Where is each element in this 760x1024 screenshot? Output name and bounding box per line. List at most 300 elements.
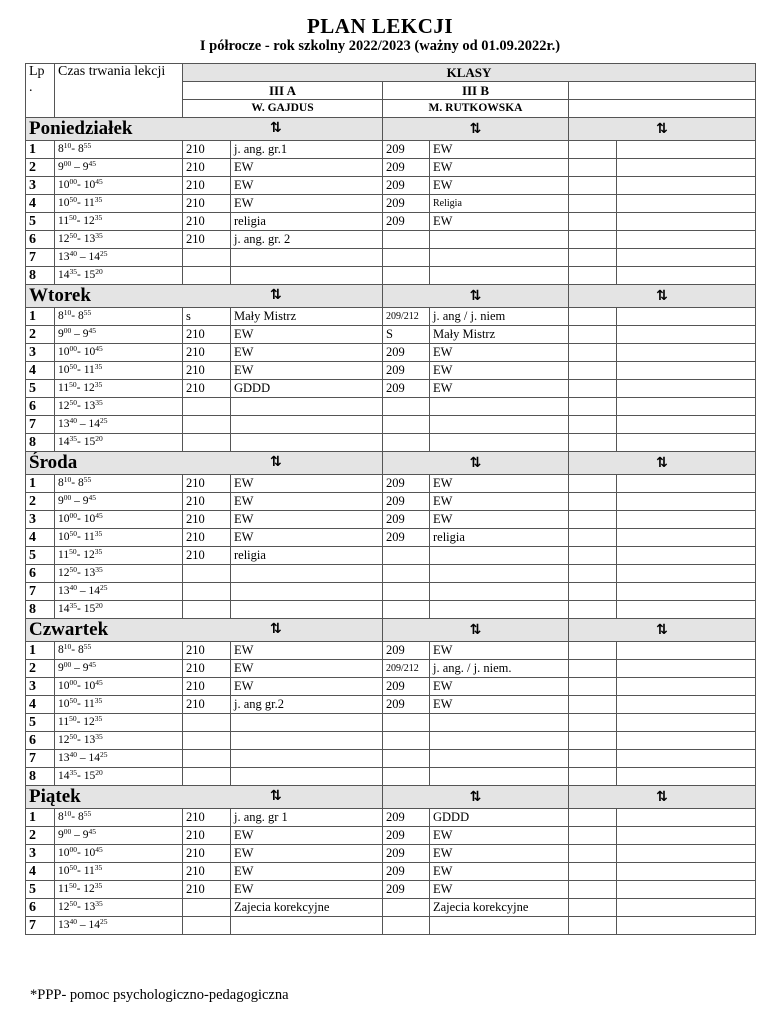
table-row bbox=[26, 267, 756, 285]
room-3a: 210 bbox=[183, 881, 231, 899]
room-3a bbox=[183, 398, 231, 416]
teacher-3a: W. GAJDUS bbox=[183, 100, 383, 118]
day-header-row bbox=[26, 619, 756, 642]
subject-3a: j. ang gr.2 bbox=[231, 696, 383, 714]
room-3a: 210 bbox=[183, 511, 231, 529]
lesson-time: $12^{50}-$ $13^{35}$ bbox=[55, 899, 183, 917]
room-empty bbox=[569, 249, 617, 267]
subject-3b: EW bbox=[430, 863, 569, 881]
subject-empty bbox=[617, 696, 756, 714]
subject-3a: EW bbox=[231, 493, 383, 511]
room-empty bbox=[569, 768, 617, 786]
table-row bbox=[26, 899, 756, 917]
lesson-time: $11^{50}-$ $12^{35}$ bbox=[55, 380, 183, 398]
room-empty bbox=[569, 642, 617, 660]
lesson-time: $10^{50}-$ $11^{35}$ bbox=[55, 696, 183, 714]
lesson-time: $12^{50}-$ $13^{35}$ bbox=[55, 231, 183, 249]
day-header-cell bbox=[26, 786, 383, 809]
room-empty bbox=[569, 195, 617, 213]
subject-empty bbox=[617, 827, 756, 845]
lesson-time: $14^{35}-$ $15^{20}$ bbox=[55, 768, 183, 786]
lesson-time: $9^{00} - 9^{45}$ bbox=[55, 326, 183, 344]
subject-3a bbox=[231, 267, 383, 285]
table-row bbox=[26, 660, 756, 678]
room-3a bbox=[183, 565, 231, 583]
lesson-number: 5 bbox=[26, 380, 55, 398]
subject-3b bbox=[430, 750, 569, 768]
day-header-cell bbox=[26, 619, 383, 642]
table-row bbox=[26, 308, 756, 326]
table-row bbox=[26, 213, 756, 231]
subject-empty bbox=[617, 583, 756, 601]
subject-3b bbox=[430, 267, 569, 285]
subject-empty bbox=[617, 917, 756, 935]
subject-3a: Zajecia korekcyjne bbox=[231, 899, 383, 917]
subject-3a: EW bbox=[231, 177, 383, 195]
subject-empty bbox=[617, 863, 756, 881]
subject-3a bbox=[231, 583, 383, 601]
subject-3b: EW bbox=[430, 845, 569, 863]
room-3a: 210 bbox=[183, 529, 231, 547]
table-row bbox=[26, 493, 756, 511]
room-empty bbox=[569, 583, 617, 601]
room-3a: 210 bbox=[183, 213, 231, 231]
room-3b: 209 bbox=[383, 493, 430, 511]
subject-3a: j. ang. gr 1 bbox=[231, 809, 383, 827]
day-name: Wtorek bbox=[29, 284, 91, 306]
room-3a bbox=[183, 899, 231, 917]
subject-empty bbox=[617, 809, 756, 827]
subject-empty bbox=[617, 642, 756, 660]
room-empty bbox=[569, 267, 617, 285]
subject-3b bbox=[430, 732, 569, 750]
table-row bbox=[26, 231, 756, 249]
room-3b bbox=[383, 917, 430, 935]
lesson-number: 5 bbox=[26, 213, 55, 231]
lesson-number: 8 bbox=[26, 434, 55, 452]
swap-arrows-icon: ⇅ bbox=[383, 452, 569, 475]
lesson-number: 2 bbox=[26, 827, 55, 845]
room-3a bbox=[183, 416, 231, 434]
swap-arrows-icon: ⇅ bbox=[270, 621, 282, 637]
duration-header: Czas trwania lekcji bbox=[55, 64, 183, 118]
swap-arrows-icon: ⇅ bbox=[569, 452, 756, 475]
subject-empty bbox=[617, 678, 756, 696]
subject-3a bbox=[231, 249, 383, 267]
room-3a: 210 bbox=[183, 344, 231, 362]
subject-3a bbox=[231, 768, 383, 786]
day-header-row bbox=[26, 118, 756, 141]
room-3b: S bbox=[383, 326, 430, 344]
room-3a bbox=[183, 917, 231, 935]
room-3a: 210 bbox=[183, 809, 231, 827]
table-row bbox=[26, 249, 756, 267]
subject-3a: EW bbox=[231, 863, 383, 881]
day-header-row bbox=[26, 285, 756, 308]
swap-arrows-icon: ⇅ bbox=[383, 786, 569, 809]
subject-3b: EW bbox=[430, 362, 569, 380]
lesson-number: 4 bbox=[26, 696, 55, 714]
page-title: PLAN LEKCJI bbox=[306, 14, 454, 38]
lesson-number: 7 bbox=[26, 249, 55, 267]
swap-arrows-icon: ⇅ bbox=[569, 118, 756, 141]
subject-3a: EW bbox=[231, 881, 383, 899]
lesson-number: 6 bbox=[26, 231, 55, 249]
room-3a bbox=[183, 768, 231, 786]
lesson-time: $13^{40} - 14^{25}$ bbox=[55, 583, 183, 601]
table-row bbox=[26, 881, 756, 899]
swap-arrows-icon: ⇅ bbox=[383, 118, 569, 141]
lesson-number: 7 bbox=[26, 416, 55, 434]
lesson-time: $8^{10}-$ $8^{55}$ bbox=[55, 308, 183, 326]
room-3b bbox=[383, 768, 430, 786]
lesson-time: $14^{35}-$ $15^{20}$ bbox=[55, 434, 183, 452]
subject-3a: religia bbox=[231, 213, 383, 231]
room-3b: 209 bbox=[383, 213, 430, 231]
lesson-time: $13^{40} - 14^{25}$ bbox=[55, 750, 183, 768]
class-name-empty bbox=[569, 82, 756, 100]
lesson-number: 1 bbox=[26, 475, 55, 493]
subject-3a: EW bbox=[231, 845, 383, 863]
lesson-time: $11^{50}-$ $12^{35}$ bbox=[55, 714, 183, 732]
room-3a: 210 bbox=[183, 195, 231, 213]
day-header-row bbox=[26, 786, 756, 809]
table-row bbox=[26, 362, 756, 380]
subject-3a: j. ang. gr. 2 bbox=[231, 231, 383, 249]
table-row bbox=[26, 344, 756, 362]
room-3b: 209 bbox=[383, 642, 430, 660]
room-3b bbox=[383, 899, 430, 917]
lesson-time: $8^{10}-$ $8^{55}$ bbox=[55, 642, 183, 660]
subject-empty bbox=[617, 750, 756, 768]
room-3a: 210 bbox=[183, 493, 231, 511]
subject-empty bbox=[617, 529, 756, 547]
room-3a bbox=[183, 714, 231, 732]
lesson-number: 3 bbox=[26, 177, 55, 195]
room-3a: 210 bbox=[183, 547, 231, 565]
subject-3b: EW bbox=[430, 475, 569, 493]
class-name-3a: III A bbox=[183, 82, 383, 100]
table-row bbox=[26, 511, 756, 529]
lesson-number: 4 bbox=[26, 362, 55, 380]
lesson-number: 8 bbox=[26, 267, 55, 285]
room-3b bbox=[383, 398, 430, 416]
room-3a bbox=[183, 601, 231, 619]
subject-empty bbox=[617, 660, 756, 678]
subject-empty bbox=[617, 511, 756, 529]
room-3b bbox=[383, 249, 430, 267]
lesson-number: 5 bbox=[26, 714, 55, 732]
subject-3a: EW bbox=[231, 195, 383, 213]
table-row bbox=[26, 475, 756, 493]
room-3b: 209 bbox=[383, 195, 430, 213]
lesson-time: $10^{00}-$ $10^{45}$ bbox=[55, 845, 183, 863]
room-3b: 209 bbox=[383, 380, 430, 398]
room-empty bbox=[569, 344, 617, 362]
day-header-row bbox=[26, 452, 756, 475]
room-3a: 210 bbox=[183, 696, 231, 714]
table-row bbox=[26, 159, 756, 177]
room-3a: 210 bbox=[183, 660, 231, 678]
subject-3b: EW bbox=[430, 881, 569, 899]
room-empty bbox=[569, 398, 617, 416]
subject-3b: GDDD bbox=[430, 809, 569, 827]
lesson-number: 2 bbox=[26, 493, 55, 511]
subject-empty bbox=[617, 141, 756, 159]
subject-3b bbox=[430, 583, 569, 601]
lesson-time: $11^{50}-$ $12^{35}$ bbox=[55, 547, 183, 565]
room-3b: 209 bbox=[383, 696, 430, 714]
lesson-number: 1 bbox=[26, 308, 55, 326]
lesson-time: $10^{50}-$ $11^{35}$ bbox=[55, 362, 183, 380]
lesson-number: 2 bbox=[26, 159, 55, 177]
room-3b bbox=[383, 714, 430, 732]
lesson-time: $11^{50}-$ $12^{35}$ bbox=[55, 213, 183, 231]
room-empty bbox=[569, 678, 617, 696]
lesson-time: $8^{10}-$ $8^{55}$ bbox=[55, 475, 183, 493]
room-3b bbox=[383, 565, 430, 583]
lesson-number: 4 bbox=[26, 863, 55, 881]
room-empty bbox=[569, 899, 617, 917]
subject-3b: EW bbox=[430, 696, 569, 714]
room-empty bbox=[569, 601, 617, 619]
room-empty bbox=[569, 213, 617, 231]
lesson-time: $14^{35}-$ $15^{20}$ bbox=[55, 601, 183, 619]
subject-empty bbox=[617, 881, 756, 899]
subject-3b bbox=[430, 768, 569, 786]
subject-empty bbox=[617, 475, 756, 493]
lesson-number: 6 bbox=[26, 398, 55, 416]
lesson-number: 5 bbox=[26, 881, 55, 899]
lesson-time: $10^{00}-$ $10^{45}$ bbox=[55, 177, 183, 195]
swap-arrows-icon: ⇅ bbox=[270, 287, 282, 303]
room-3b: 209/212 bbox=[383, 660, 430, 678]
subject-3a: EW bbox=[231, 159, 383, 177]
room-empty bbox=[569, 159, 617, 177]
lesson-time: $8^{10}-$ $8^{55}$ bbox=[55, 141, 183, 159]
subject-3b bbox=[430, 231, 569, 249]
room-3a: 210 bbox=[183, 177, 231, 195]
subject-3a: EW bbox=[231, 362, 383, 380]
subject-3b: EW bbox=[430, 159, 569, 177]
subject-empty bbox=[617, 362, 756, 380]
room-3a bbox=[183, 732, 231, 750]
table-row bbox=[26, 845, 756, 863]
table-row bbox=[26, 565, 756, 583]
lesson-number: 3 bbox=[26, 511, 55, 529]
subject-3b bbox=[430, 601, 569, 619]
subject-empty bbox=[617, 231, 756, 249]
subject-3b bbox=[430, 714, 569, 732]
table-row bbox=[26, 398, 756, 416]
room-3b: 209 bbox=[383, 141, 430, 159]
room-3b: 209 bbox=[383, 344, 430, 362]
lesson-number: 1 bbox=[26, 642, 55, 660]
table-row bbox=[26, 195, 756, 213]
room-empty bbox=[569, 231, 617, 249]
room-empty bbox=[569, 380, 617, 398]
subject-3a: EW bbox=[231, 827, 383, 845]
lesson-time: $13^{40} - 14^{25}$ bbox=[55, 917, 183, 935]
lesson-number: 7 bbox=[26, 750, 55, 768]
room-3b: 209 bbox=[383, 809, 430, 827]
subject-3b: EW bbox=[430, 511, 569, 529]
lesson-time: $12^{50}-$ $13^{35}$ bbox=[55, 565, 183, 583]
room-empty bbox=[569, 881, 617, 899]
subject-3b: j. ang / j. niem bbox=[430, 308, 569, 326]
room-3b: 209 bbox=[383, 845, 430, 863]
subject-3a: Mały Mistrz bbox=[231, 308, 383, 326]
subject-3b: religia bbox=[430, 529, 569, 547]
subject-empty bbox=[617, 845, 756, 863]
subject-empty bbox=[617, 249, 756, 267]
room-3b bbox=[383, 732, 430, 750]
subject-empty bbox=[617, 434, 756, 452]
lesson-time: $11^{50}-$ $12^{35}$ bbox=[55, 881, 183, 899]
room-empty bbox=[569, 177, 617, 195]
lesson-number: 8 bbox=[26, 601, 55, 619]
subject-empty bbox=[617, 547, 756, 565]
room-3b bbox=[383, 231, 430, 249]
lesson-time: $9^{00} - 9^{45}$ bbox=[55, 827, 183, 845]
subject-3b: EW bbox=[430, 141, 569, 159]
room-empty bbox=[569, 326, 617, 344]
subject-empty bbox=[617, 601, 756, 619]
room-3a: 210 bbox=[183, 326, 231, 344]
room-3a: 210 bbox=[183, 475, 231, 493]
lesson-number: 3 bbox=[26, 678, 55, 696]
subject-3a bbox=[231, 917, 383, 935]
subject-3b bbox=[430, 565, 569, 583]
room-empty bbox=[569, 493, 617, 511]
table-row bbox=[26, 547, 756, 565]
subject-3a bbox=[231, 416, 383, 434]
subject-3a: EW bbox=[231, 344, 383, 362]
subject-empty bbox=[617, 159, 756, 177]
subject-3b: EW bbox=[430, 642, 569, 660]
lesson-time: $10^{00}-$ $10^{45}$ bbox=[55, 344, 183, 362]
lesson-time: $12^{50}-$ $13^{35}$ bbox=[55, 398, 183, 416]
lesson-number: 1 bbox=[26, 141, 55, 159]
table-row bbox=[26, 827, 756, 845]
subject-3a: EW bbox=[231, 678, 383, 696]
schedule-table bbox=[25, 63, 756, 935]
room-3b bbox=[383, 583, 430, 601]
room-3a: 210 bbox=[183, 678, 231, 696]
lesson-number: 4 bbox=[26, 529, 55, 547]
subject-3b bbox=[430, 416, 569, 434]
day-name: Poniedziałek bbox=[29, 117, 133, 139]
subject-3a: EW bbox=[231, 511, 383, 529]
room-3b bbox=[383, 434, 430, 452]
lesson-number: 4 bbox=[26, 195, 55, 213]
lesson-number: 7 bbox=[26, 583, 55, 601]
room-empty bbox=[569, 416, 617, 434]
subject-empty bbox=[617, 213, 756, 231]
lesson-time: $10^{50}-$ $11^{35}$ bbox=[55, 195, 183, 213]
table-row bbox=[26, 917, 756, 935]
room-3b: 209 bbox=[383, 475, 430, 493]
room-empty bbox=[569, 660, 617, 678]
subject-3b bbox=[430, 434, 569, 452]
day-header-cell bbox=[26, 452, 383, 475]
lesson-number: 2 bbox=[26, 660, 55, 678]
subject-3a: EW bbox=[231, 642, 383, 660]
table-row bbox=[26, 326, 756, 344]
table-row bbox=[26, 678, 756, 696]
subject-3b: EW bbox=[430, 827, 569, 845]
subject-empty bbox=[617, 195, 756, 213]
room-empty bbox=[569, 696, 617, 714]
day-name: Środa bbox=[29, 451, 78, 473]
swap-arrows-icon: ⇅ bbox=[383, 285, 569, 308]
table-row bbox=[26, 809, 756, 827]
lesson-time: $14^{35}-$ $15^{20}$ bbox=[55, 267, 183, 285]
subject-empty bbox=[617, 416, 756, 434]
table-row bbox=[26, 601, 756, 619]
lesson-time: $10^{50}-$ $11^{35}$ bbox=[55, 863, 183, 881]
table-row bbox=[26, 642, 756, 660]
subject-3a bbox=[231, 434, 383, 452]
room-empty bbox=[569, 434, 617, 452]
room-3b: 209 bbox=[383, 362, 430, 380]
subject-3b bbox=[430, 398, 569, 416]
lesson-time: $12^{50}-$ $13^{35}$ bbox=[55, 732, 183, 750]
room-3b: 209 bbox=[383, 177, 430, 195]
lp-header: Lp . bbox=[26, 64, 55, 118]
room-empty bbox=[569, 827, 617, 845]
table-row bbox=[26, 732, 756, 750]
room-3b: 209 bbox=[383, 678, 430, 696]
subject-3b: Religia bbox=[430, 195, 569, 213]
subject-3a: EW bbox=[231, 326, 383, 344]
swap-arrows-icon: ⇅ bbox=[383, 619, 569, 642]
room-3a: 210 bbox=[183, 863, 231, 881]
subject-empty bbox=[617, 732, 756, 750]
room-3a bbox=[183, 434, 231, 452]
room-3b: 209 bbox=[383, 827, 430, 845]
subject-3b: EW bbox=[430, 493, 569, 511]
room-empty bbox=[569, 750, 617, 768]
subject-3a: EW bbox=[231, 475, 383, 493]
subject-3a bbox=[231, 714, 383, 732]
room-3b: 209 bbox=[383, 529, 430, 547]
room-3b bbox=[383, 416, 430, 434]
room-empty bbox=[569, 308, 617, 326]
room-empty bbox=[569, 529, 617, 547]
room-empty bbox=[569, 732, 617, 750]
swap-arrows-icon: ⇅ bbox=[569, 619, 756, 642]
room-3a: 210 bbox=[183, 362, 231, 380]
lesson-time: $10^{50}-$ $11^{35}$ bbox=[55, 529, 183, 547]
subject-empty bbox=[617, 380, 756, 398]
room-3b: 209 bbox=[383, 159, 430, 177]
subject-3a bbox=[231, 565, 383, 583]
subject-empty bbox=[617, 177, 756, 195]
table-row bbox=[26, 434, 756, 452]
table-row bbox=[26, 696, 756, 714]
subject-empty bbox=[617, 326, 756, 344]
lesson-time: $10^{00}-$ $10^{45}$ bbox=[55, 511, 183, 529]
footnote: *PPP- pomoc psychologiczno-pedagogiczna bbox=[30, 987, 289, 1003]
swap-arrows-icon: ⇅ bbox=[270, 454, 282, 470]
room-3a: 210 bbox=[183, 845, 231, 863]
lesson-number: 8 bbox=[26, 768, 55, 786]
swap-arrows-icon: ⇅ bbox=[569, 285, 756, 308]
subject-3a: EW bbox=[231, 660, 383, 678]
class-name-3b: III B bbox=[383, 82, 569, 100]
table-row bbox=[26, 750, 756, 768]
